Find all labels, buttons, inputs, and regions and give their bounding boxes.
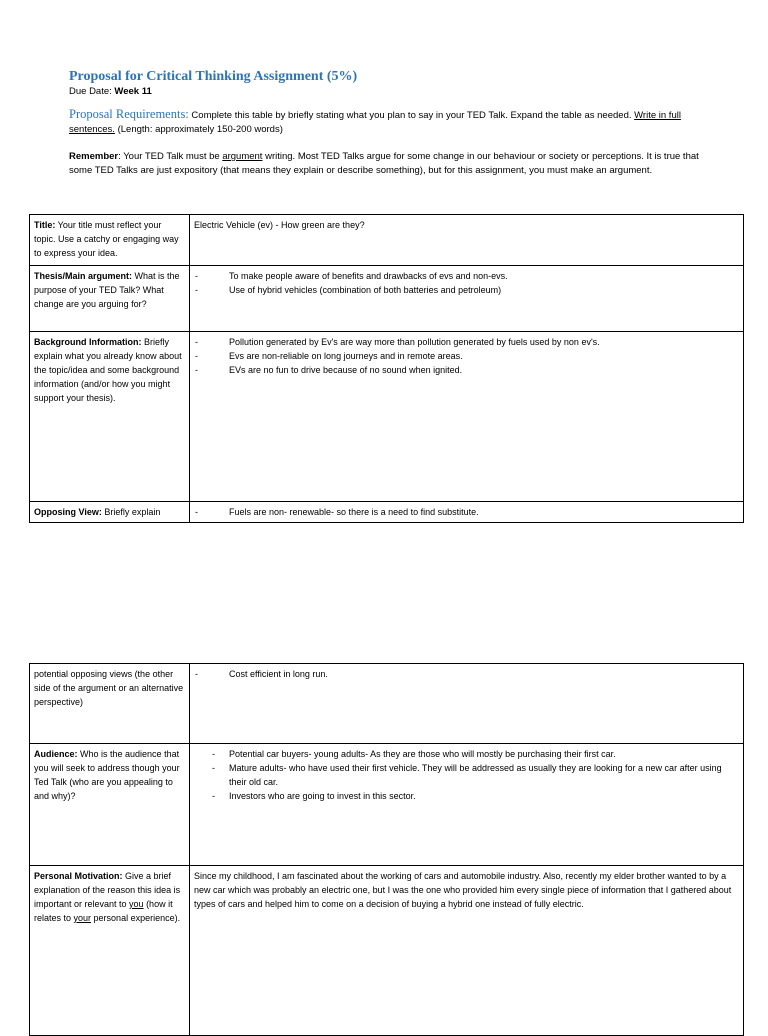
- motivation-desc-b: (how it relates to: [34, 899, 173, 923]
- audience-answer-cell: [190, 744, 744, 866]
- remember-paragraph: [69, 150, 709, 178]
- motivation-desc-you: you: [129, 899, 144, 909]
- remember-post: writing. Most TED Talks argue for some change in our behaviour or society or perceptions. It is true that some TED Talks are just expository (that means they explain or describe something), but for this assignment, you must make an argument.: [69, 151, 699, 176]
- thesis-head: Thesis/Main argument:: [34, 271, 133, 281]
- background-prompt-cell: [30, 332, 190, 502]
- list-item: - Cost efficient in long run.: [194, 667, 739, 681]
- audience-prompt-cell: [30, 744, 190, 866]
- background-head: Background Information:: [34, 337, 142, 347]
- list-item: - Investors who are going to invest in this sector.: [194, 789, 739, 803]
- opposing-cont-list: [194, 667, 739, 681]
- proposal-table-page1: [29, 214, 744, 523]
- opposing-desc: Briefly explain: [101, 507, 161, 517]
- table-row-motivation: [30, 866, 744, 1036]
- title-answer: Electric Vehicle (ev) - How green are they?: [194, 220, 365, 230]
- opposing-answer-cell: [190, 502, 744, 523]
- proposal-table-page2: [29, 663, 744, 1036]
- table-row-audience: [30, 744, 744, 866]
- table-row-opposing: [30, 502, 744, 523]
- motivation-head: Personal Motivation:: [34, 871, 123, 881]
- due-label: Due Date:: [69, 86, 112, 97]
- table-row-thesis: [30, 266, 744, 332]
- requirements-length: (Length: approximately 150-200 words): [117, 124, 283, 135]
- title-answer-cell: [190, 215, 744, 266]
- audience-desc: Who is the audience that you will seek to address though your Ted Talk (who are you appealing to and why)?: [34, 749, 180, 801]
- document-title: Proposal for Critical Thinking Assignment (5%): [69, 69, 358, 84]
- list-item: - Fuels are non- renewable- so there is a need to find substitute.: [194, 505, 739, 519]
- title-desc: Your title must reflect your topic. Use a catchy or engaging way to express your idea.: [34, 220, 179, 258]
- motivation-answer: Since my childhood, I am fascinated about the working of cars and automobile industry. Also, recently my elder brother wanted to by a new car which was probably an electric one, but I was the one who provided him every single piece of information that I gathered about types of cars and helped him to come on a decision of buying a hybrid one instead of fully electric.: [194, 871, 732, 909]
- list-item: - To make people aware of benefits and drawbacks of evs and non-evs.: [194, 269, 739, 283]
- opposing-head: Opposing View:: [34, 507, 102, 517]
- opposing-cont-prompt-cell: [30, 664, 190, 744]
- thesis-list: [194, 269, 739, 297]
- list-item: - Potential car buyers- young adults- As they are those who will mostly be purchasing their first car.: [194, 747, 739, 761]
- list-item: - Evs are non-reliable on long journeys and in remote areas.: [194, 349, 739, 363]
- motivation-desc-c: personal experience).: [91, 913, 181, 923]
- title-head: Title:: [34, 220, 56, 230]
- requirements-paragraph: [69, 107, 709, 137]
- due-value: Week 11: [114, 86, 152, 97]
- due-date: [69, 86, 152, 97]
- thesis-desc: What is the purpose of your TED Talk? What change are you arguing for?: [34, 271, 180, 309]
- opposing-prompt-cell: [30, 502, 190, 523]
- opposing-cont-answer-cell: [190, 664, 744, 744]
- remember-pre: : Your TED Talk must be: [118, 151, 223, 162]
- motivation-answer-cell: [190, 866, 744, 1036]
- title-prompt-cell: [30, 215, 190, 266]
- remember-underlined: argument: [222, 151, 263, 162]
- table-row-background: [30, 332, 744, 502]
- table-row-title: [30, 215, 744, 266]
- list-item: - Pollution generated by Ev's are way more than pollution generated by fuels used by non ev's.: [194, 335, 739, 349]
- list-item: - EVs are no fun to drive because of no sound when ignited.: [194, 363, 739, 377]
- requirements-underlined: Write in full sentences.: [69, 110, 681, 135]
- requirements-text: Complete this table by briefly stating what you plan to say in your TED Talk. Expand the table as needed.: [191, 110, 632, 121]
- background-answer-cell: [190, 332, 744, 502]
- remember-label: Remember: [69, 151, 119, 162]
- thesis-prompt-cell: [30, 266, 190, 332]
- thesis-answer-cell: [190, 266, 744, 332]
- background-list: [194, 335, 739, 377]
- motivation-prompt-cell: [30, 866, 190, 1036]
- list-item: - Mature adults- who have used their first vehicle. They will be addressed as usually they are looking for a new car after using their old car.: [194, 761, 739, 789]
- table-row-opposing-continued: [30, 664, 744, 744]
- opposing-cont-desc: potential opposing views (the other side of the argument or an alternative perspective): [34, 669, 184, 707]
- background-desc: Briefly explain what you already know about the topic/idea and some background information (and/or how you might support your thesis).: [34, 337, 182, 403]
- requirements-label: Proposal Requirements:: [69, 107, 189, 121]
- motivation-desc-your: your: [73, 913, 92, 923]
- audience-head: Audience:: [34, 749, 78, 759]
- list-item: - Use of hybrid vehicles (combination of both batteries and petroleum): [194, 283, 739, 297]
- motivation-desc-a: Give a brief explanation of the reason this idea is important or relevant to: [34, 871, 181, 909]
- opposing-list: [194, 505, 739, 519]
- audience-list: [194, 747, 739, 803]
